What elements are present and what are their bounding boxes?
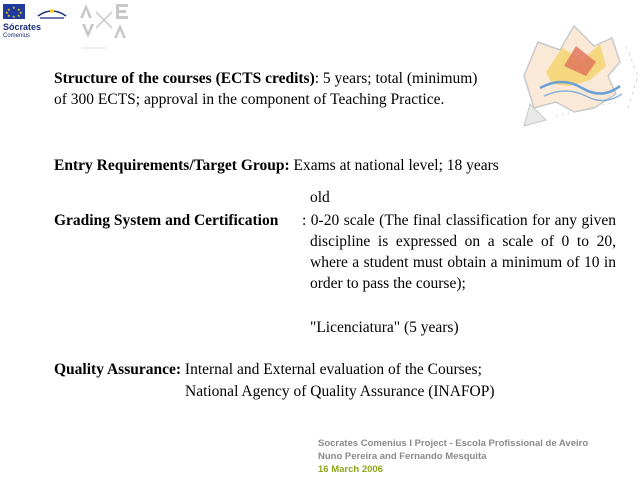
entry-text: Exams at national level; 18 years <box>289 157 499 174</box>
eu-flag-icon: ★ ★ ★ ★ ★ ★ ★ ★ <box>3 4 25 19</box>
footer-project: Socrates Comenius I Project - Escola Profissional de Aveiro <box>318 438 589 449</box>
aeva-logo-icon <box>76 2 132 52</box>
comenius-label: Comenius <box>3 33 31 39</box>
structure-line-2: of 300 ECTS; approval in the component of Teaching Practice. <box>54 91 445 108</box>
quality-line-2: National Agency of Quality Assurance (INAFOP) <box>185 383 495 400</box>
comenius-logo-icon <box>36 6 68 20</box>
grading-description-text: : 0-20 scale (The final classification for any given discipline is expressed on a scale of 0 to 20, where a student must obtain a minimum of 10 in order to pass the course); <box>302 212 616 292</box>
socrates-label: Sócrates <box>3 22 42 32</box>
licenciatura-text: "Licenciatura" (5 years) <box>310 319 459 336</box>
structure-label: Structure of the courses (ECTS credits) <box>54 70 315 87</box>
footer-authors: Nuno Pereira and Fernando Mesquita <box>318 451 487 462</box>
footer-date: 16 March 2006 <box>318 464 383 475</box>
structure-text-1: : 5 years; total (minimum) <box>314 70 478 87</box>
grading-description <box>302 210 616 294</box>
school-logo-icon <box>516 16 640 134</box>
quality-line-1 <box>54 359 482 380</box>
entry-label: Entry Requirements/Target Group: <box>54 157 290 174</box>
quality-label: Quality Assurance: <box>54 361 182 378</box>
entry-text-continued: old <box>310 189 330 206</box>
quality-text-1: Internal and External evaluation of the Courses; <box>181 361 482 378</box>
entry-line <box>54 155 499 176</box>
grading-label: Grading System and Certification <box>54 212 279 229</box>
structure-line-1 <box>54 68 477 89</box>
